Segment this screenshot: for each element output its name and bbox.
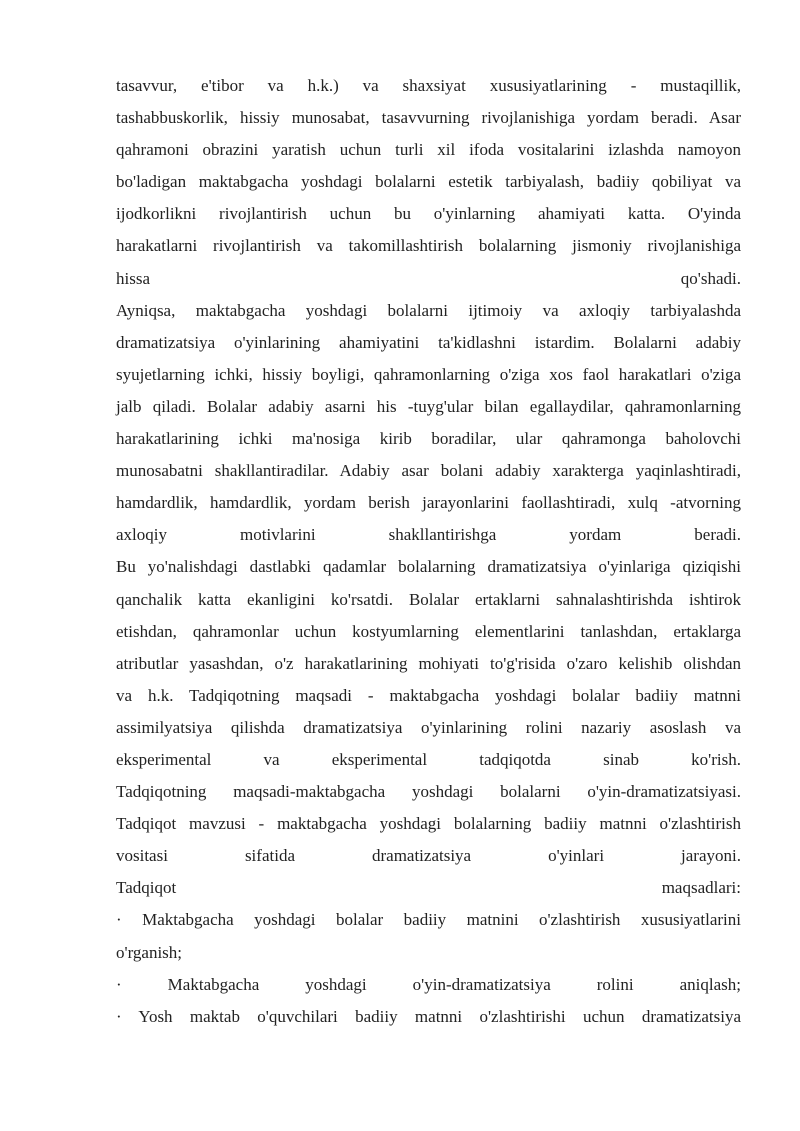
text-line: vositasi sifatida dramatizatsiya o'yinlari jarayoni. xyxy=(116,846,741,866)
text-line: syujetlarning ichki, hissiy boyligi, qahramonlarning o'ziga xos faol harakatlari o'ziga xyxy=(116,364,741,384)
document-body xyxy=(116,70,741,1033)
text-line: harakatlarining ichki ma'nosiga kirib boradilar, ular qahramonga baholovchi xyxy=(116,429,741,449)
text-line: jalb qiladi. Bolalar adabiy asarni his -tuyg'ular bilan egallaydilar, qahramonlarning xyxy=(116,396,741,416)
text-line: · Maktabgacha yoshdagi bolalar badiiy matnini o'zlashtirish xususiyatlarini xyxy=(116,910,741,930)
text-line: atributlar yasashdan, o'z harakatlarining mohiyati to'g'risida o'zaro kelishib olishdan xyxy=(116,653,741,673)
text-line: etishdan, qahramonlar uchun kostyumlarning elementlarini tanlashdan, ertaklarga xyxy=(116,621,741,641)
text-line: Tadqiqot mavzusi - maktabgacha yoshdagi bolalarning badiiy matnni o'zlashtirish xyxy=(116,814,741,834)
text-line: va h.k. Tadqiqotning maqsadi - maktabgacha yoshdagi bolalar badiiy matnni xyxy=(116,685,741,705)
text-line: eksperimental va eksperimental tadqiqotda sinab ko'rish. xyxy=(116,749,741,769)
text-line: qahramoni obrazini yaratish uchun turli xil ifoda vositalarini izlashda namoyon xyxy=(116,140,741,160)
text-line: · Yosh maktab o'quvchilari badiiy matnni o'zlashtirishi uchun dramatizatsiya xyxy=(116,1006,741,1026)
text-line: Bu yo'nalishdagi dastlabki qadamlar bolalarning dramatizatsiya o'yinlariga qiziqishi xyxy=(116,557,741,577)
text-line: munosabatni shakllantiradilar. Adabiy asar bolani adabiy xarakterga yaqinlashtiradi, xyxy=(116,461,741,481)
text-line: tashabbuskorlik, hissiy munosabat, tasavvurning rivojlanishiga yordam beradi. Asar xyxy=(116,108,741,128)
text-line: assimilyatsiya qilishda dramatizatsiya o'yinlarining rolini nazariy asoslash va xyxy=(116,717,741,737)
text-line: o'rganish; xyxy=(116,942,183,962)
text-line: harakatlarni rivojlantirish va takomillashtirish bolalarning jismoniy rivojlanishiga xyxy=(116,236,741,256)
text-line: tasavvur, e'tibor va h.k.) va shaxsiyat xususiyatlarining - mustaqillik, xyxy=(116,76,741,95)
text-line: Ayniqsa, maktabgacha yoshdagi bolalarni ijtimoiy va axloqiy tarbiyalashda xyxy=(116,300,741,320)
text-line: hissa qo'shadi. xyxy=(116,268,741,288)
text-line: bo'ladigan maktabgacha yoshdagi bolalarni estetik tarbiyalash, badiiy qobiliyat va xyxy=(116,172,741,192)
text-line: Tadqiqotning maqsadi-maktabgacha yoshdagi bolalarni o'yin-dramatizatsiyasi. xyxy=(116,782,741,802)
text-line: hamdardlik, hamdardlik, yordam berish jarayonlarini faollashtiradi, xulq -atvorning xyxy=(116,493,741,513)
text-line: dramatizatsiya o'yinlarining ahamiyatini ta'kidlashni istardim. Bolalarni adabiy xyxy=(116,332,741,352)
text-line: · Maktabgacha yoshdagi o'yin-dramatizatsiya rolini aniqlash; xyxy=(116,974,741,994)
text-line: axloqiy motivlarini shakllantirishga yordam beradi. xyxy=(116,525,741,545)
text-line: ijodkorlikni rivojlantirish uchun bu o'yinlarning ahamiyati katta. O'yinda xyxy=(116,204,741,224)
text-line: Tadqiqot maqsadlari: xyxy=(116,878,741,898)
text-line: qanchalik katta ekanligini ko'rsatdi. Bolalar ertaklarni sahnalashtirishda ishtirok xyxy=(116,589,741,609)
